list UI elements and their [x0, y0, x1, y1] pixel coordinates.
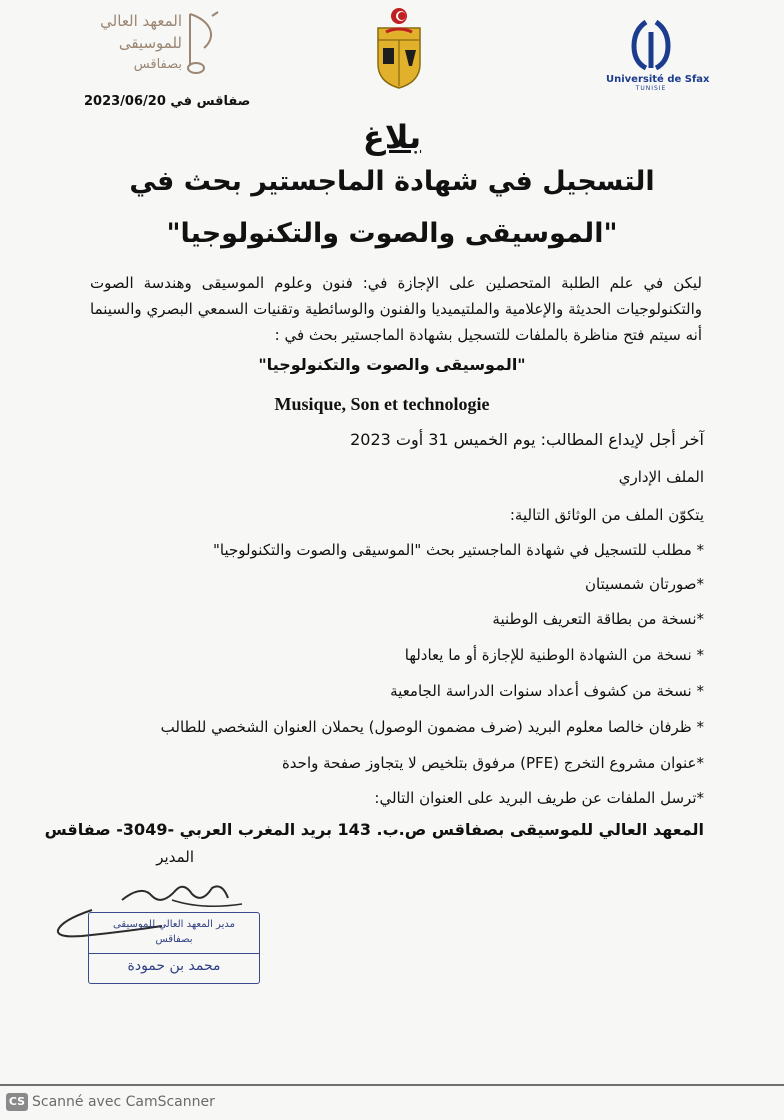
announcement-heading: بلاغ: [362, 118, 422, 156]
deadline-line: آخر أجل لإيداع المطالب: يوم الخميس 31 أوت 2023: [350, 430, 704, 449]
list-item: * مطلب للتسجيل في شهادة الماجستير بحث "الموسيقى والصوت والتكنولوجيا": [212, 541, 704, 559]
intro-paragraph: ليكن في علم الطلبة المتحصلين على الإجازة في: فنون وعلوم الموسيقى وهندسة الصوت والتكنولوجيات الحديثة والإعلامية والملتيميديا والفنون والوسائطية وتقنيات السمعي البصري والسينما أنه سيتم فتح مناظرة بالملفات للتسجيل بشهادة الماجستير بحث في :: [90, 274, 702, 344]
stamp-title: مدير المعهد العالي للموسيقى: [113, 919, 235, 930]
list-item: *صورتان شمسيتان: [584, 575, 704, 593]
university-of-sfax-icon: [628, 18, 674, 72]
program-name-french: Musique, Son et technologie: [274, 394, 490, 414]
list-item: *ترسل الملفات عن طريف البريد على العنوان التالي:: [374, 789, 704, 807]
institute-logo: [70, 10, 220, 80]
institute-name-line1: المعهد العالي: [100, 12, 182, 30]
announcement-title-line2: "الموسيقى والصوت والتكنولوجيا": [166, 218, 618, 249]
institute-name: [70, 10, 182, 76]
university-name: Université de Sfax: [606, 74, 710, 85]
director-label: المدير: [156, 848, 194, 866]
camscanner-watermark: [6, 1093, 215, 1111]
composition-label: يتكوّن الملف من الوثائق التالية:: [509, 506, 704, 524]
page-edge-divider: [0, 1084, 784, 1086]
institute-name-line3: بصفاقس: [133, 57, 182, 72]
official-stamp: [88, 912, 260, 984]
music-note-icon: [182, 10, 222, 80]
document-date: صفاقس في 2023/06/20: [84, 94, 251, 109]
camscanner-text: Scanné avec CamScanner: [32, 1094, 215, 1110]
university-logo: [606, 18, 710, 108]
tunisia-coat-of-arms-icon: [372, 6, 426, 90]
list-item: *نسخة من بطاقة التعريف الوطنية: [492, 610, 704, 628]
institute-name-line2: للموسيقى: [118, 34, 182, 52]
stamp-city: بصفاقس: [155, 934, 193, 945]
program-name-arabic: "الموسيقى والصوت والتكنولوجيا": [258, 355, 526, 374]
list-item: * نسخة من كشوف أعداد سنوات الدراسة الجامعية: [390, 682, 704, 700]
dossier-label: الملف الإداري: [618, 468, 704, 486]
list-item: * نسخة من الشهادة الوطنية للإجازة أو ما يعادلها: [404, 646, 704, 664]
stamp-director-name: محمد بن حمودة: [89, 953, 259, 974]
university-country: TUNISIE: [635, 85, 667, 92]
announcement-title-line1: التسجيل في شهادة الماجستير بحث في: [129, 166, 655, 197]
list-item: * ظرفان خالصا معلوم البريد (ضرف مضمون الوصول) يحملان العنوان الشخصي للطالب: [160, 718, 704, 736]
mailing-address: المعهد العالي للموسيقى بصفاقس ص.ب. 143 بريد المغرب العربي -3049- صفاقس: [44, 820, 704, 839]
list-item: *عنوان مشروع التخرج (PFE) مرفوق بتلخيص لا يتجاوز صفحة واحدة: [281, 754, 704, 772]
camscanner-logo-icon: CS: [6, 1093, 28, 1111]
